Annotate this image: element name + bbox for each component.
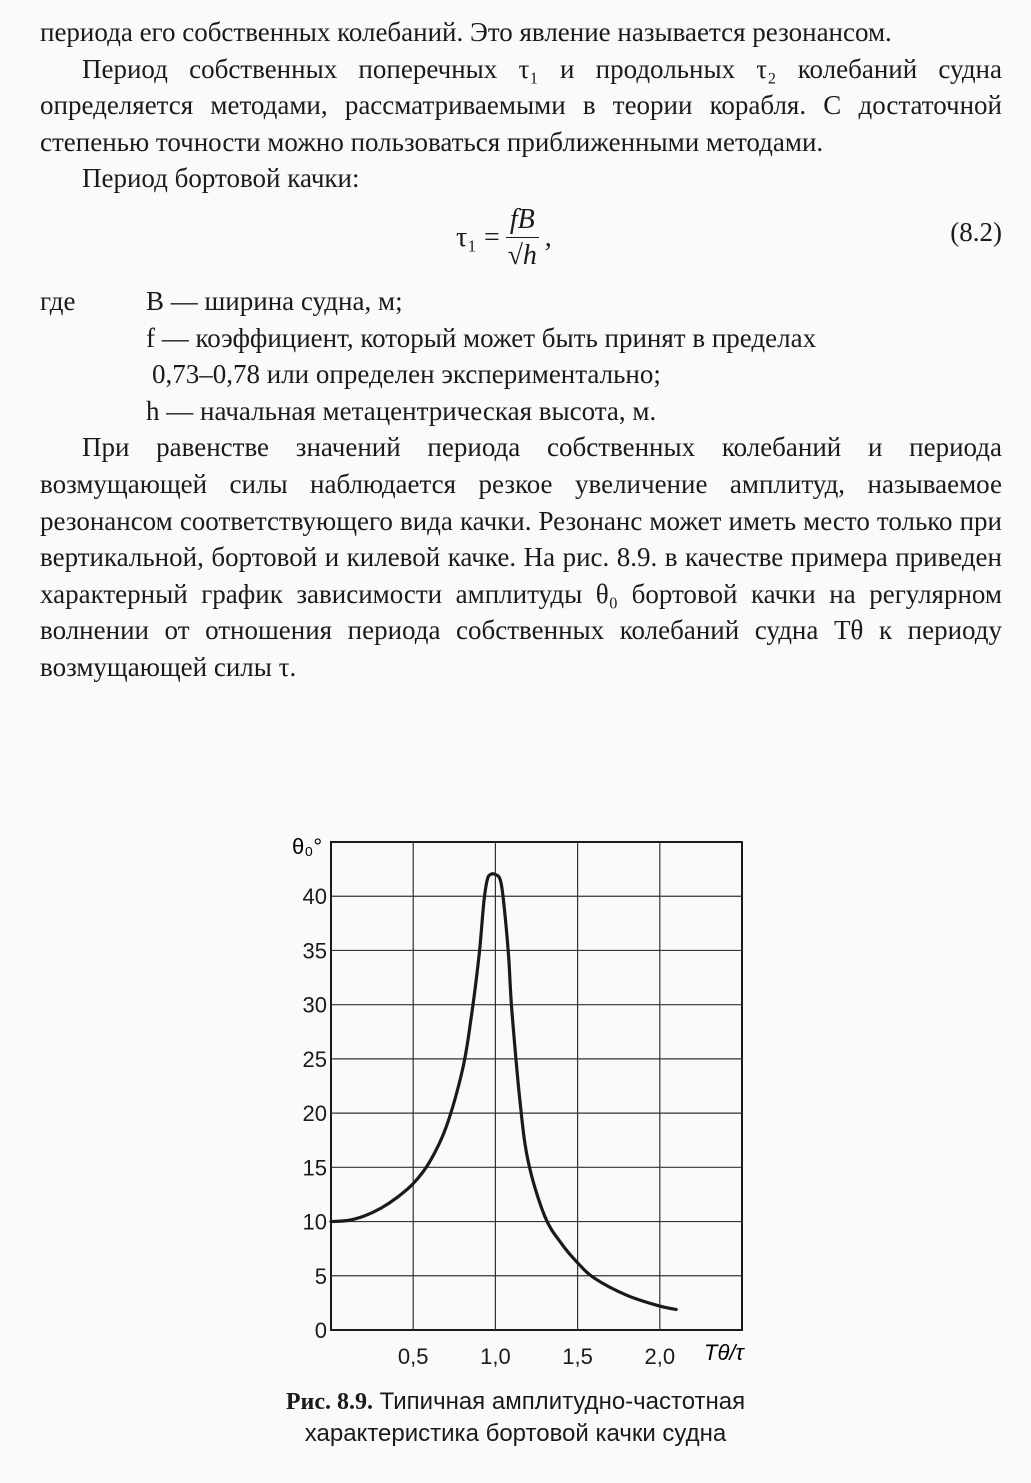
- y-tick-label: 0: [314, 1318, 327, 1343]
- figure-caption: [0, 1386, 1031, 1450]
- x-tick-label: 0,5: [397, 1344, 429, 1369]
- caption-line-1: Типичная амплитудно-частотная: [379, 1388, 746, 1415]
- y-tick-label: 25: [302, 1046, 327, 1072]
- y-axis-label: θ₀°: [292, 834, 323, 859]
- y-tick-label: 10: [302, 1209, 327, 1235]
- where-item-h: h — начальная метацентрическая высота, м.: [146, 395, 657, 426]
- equation-number: (8.2): [950, 216, 1002, 247]
- y-tick-label: 20: [302, 1101, 327, 1127]
- y-tick-label: 30: [302, 992, 327, 1018]
- formula-lhs: τ₁ =: [456, 222, 500, 254]
- figure-8-9: [0, 820, 1031, 1380]
- paragraph-3: Период бортовой качки:: [82, 163, 360, 194]
- x-tick-label: 2,0: [644, 1344, 676, 1369]
- x-tick-label: 1,5: [562, 1344, 593, 1369]
- where-label: где: [40, 285, 76, 316]
- formula-trail: ,: [544, 222, 552, 254]
- x-tick-label: 1,0: [480, 1344, 511, 1369]
- document-page: [40, 14, 1002, 686]
- chart-grid: [331, 842, 742, 1330]
- paragraph-1: периода его собственных колебаний. Это явление называется резонансом.: [40, 17, 892, 47]
- series-line: [331, 874, 676, 1310]
- formula-numerator: fB: [506, 203, 539, 238]
- paragraph-2: Период собственных поперечных τ₁ и продольных τ₂ колебаний судна определяется методами, рассматриваемыми в теории корабля. С достаточной степенью точности можно пользоваться приближенными методами.: [40, 53, 1002, 157]
- formula-fraction: [506, 203, 539, 274]
- caption-label: Рис. 8.9.: [285, 1389, 373, 1415]
- y-tick-labels: [303, 884, 327, 1343]
- paragraph-4: При равенстве значений периода собственных колебаний и периода возмущающей силы наблюдается резкое увеличение амплитуд, называемое резонансом соответствующего вида качки. Резонанс может иметь место только при вертикальной, бортовой и килевой качке. На рис. 8.9. в качестве примера приведен характерный график зависимости амплитуды θ₀ бортовой качки на регулярном волнении от отношения периода собственных колебаний судна Tθ к периоду возмущающей силы τ.: [40, 432, 1002, 682]
- y-tick-label: 35: [302, 938, 327, 964]
- y-tick-label: 5: [314, 1263, 327, 1289]
- y-tick-label: 40: [302, 884, 327, 910]
- y-tick-label: 15: [302, 1155, 327, 1181]
- caption-line-2: характеристика бортовой качки судна: [304, 1420, 727, 1447]
- where-item-f: f — коэффициент, который может быть принят в пределах: [146, 322, 817, 353]
- x-tick-labels: [398, 1344, 675, 1369]
- plot-frame: [331, 842, 742, 1330]
- amplitude-frequency-chart: [0, 820, 1031, 1380]
- formula-8-2: [40, 201, 1002, 283]
- where-item-f-cont: 0,73–0,78 или определен экспериментально;: [152, 359, 661, 390]
- x-axis-label: Tθ/τ: [704, 1340, 744, 1365]
- where-list: [40, 283, 1002, 429]
- formula-denominator: √h: [507, 239, 537, 271]
- where-item-b: B — ширина судна, м;: [146, 285, 403, 316]
